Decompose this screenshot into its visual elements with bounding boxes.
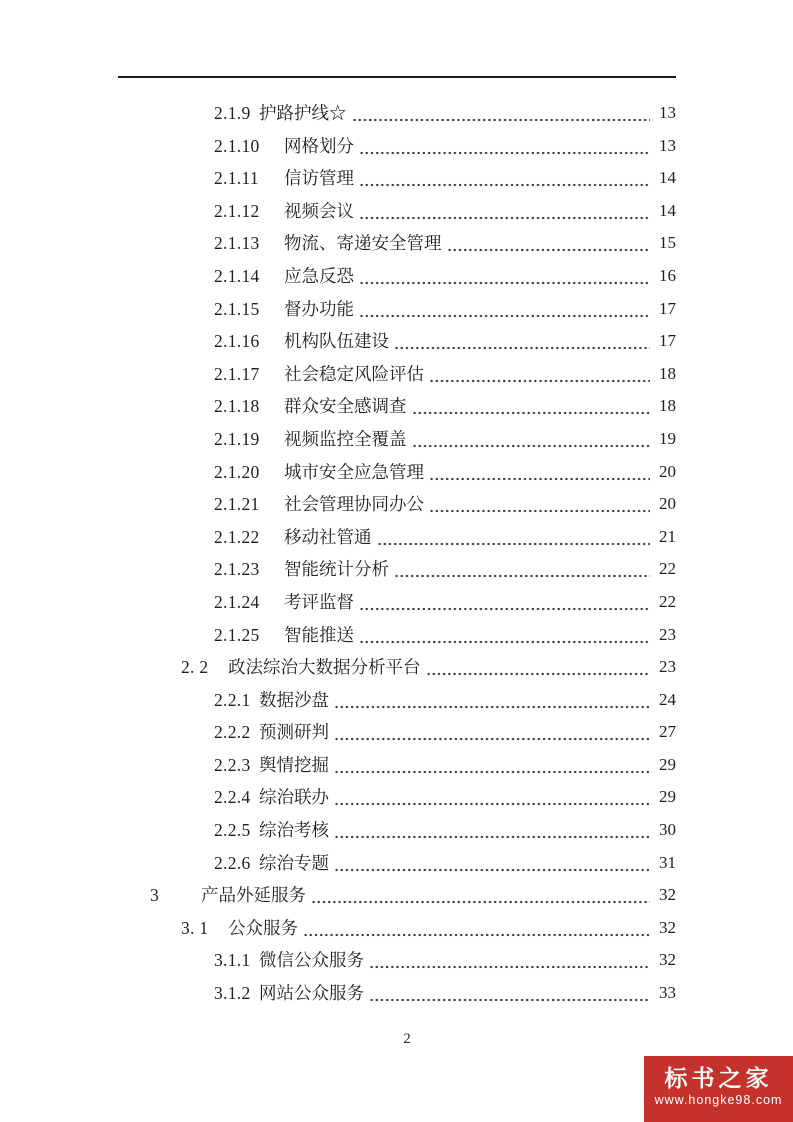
dot-leader [426,651,651,684]
watermark-url: www.hongke98.com [654,1093,783,1107]
toc-entry-number: 2.2.5 [214,820,251,841]
toc-entry[interactable] [118,456,676,489]
toc-entry-number: 3. 1 [181,917,209,938]
toc-entry-title: 机构队伍建设 [284,331,389,352]
toc-entry[interactable] [118,553,676,586]
toc-entry-number: 2.2.4 [214,787,251,808]
toc-entry[interactable] [118,749,676,782]
dot-leader [334,716,650,749]
toc-entry[interactable] [118,195,676,228]
dot-leader [359,293,650,326]
dot-leader [359,260,650,293]
toc-entry-title: 数据沙盘 [259,689,329,710]
toc-entry-title: 网格划分 [284,135,354,156]
toc-entry-page: 32 [659,917,676,937]
toc-entry-page: 16 [659,265,676,285]
toc-entry-title: 智能推送 [284,624,354,645]
toc-entry[interactable] [118,358,676,391]
toc-entry-number: 2.1.16 [214,331,260,352]
table-of-contents [118,97,676,1010]
toc-entry-page: 30 [659,820,676,840]
dot-leader [369,977,650,1010]
toc-entry-title: 城市安全应急管理 [284,461,424,482]
toc-entry-page: 22 [659,559,676,579]
toc-entry-title: 护路护线☆ [259,103,347,123]
dot-leader [394,325,650,358]
toc-entry-title: 综治联办 [259,787,329,808]
toc-entry-title: 物流、寄递安全管理 [284,233,442,254]
toc-entry-page: 14 [659,168,676,188]
toc-entry[interactable] [118,293,676,326]
dot-leader [334,749,650,782]
toc-entry-title: 考评监督 [284,591,354,612]
toc-entry-number: 2. 2 [181,657,209,678]
toc-entry[interactable] [118,977,676,1010]
dot-leader [334,847,650,880]
toc-entry-title: 综治考核 [259,820,329,841]
dot-leader [429,488,650,521]
toc-entry[interactable] [118,879,676,912]
toc-entry-number: 2.2.2 [214,722,251,743]
toc-entry[interactable] [118,162,676,195]
toc-entry[interactable] [118,944,676,977]
toc-entry[interactable] [118,814,676,847]
toc-entry-page: 20 [659,461,676,481]
toc-entry[interactable] [118,390,676,423]
toc-entry-page: 33 [659,983,676,1003]
toc-entry-page: 29 [659,754,676,774]
footer-page-number: 2 [403,1031,411,1047]
dot-leader [447,227,651,260]
dot-leader [429,358,650,391]
toc-entry[interactable] [118,684,676,717]
dot-leader [334,814,650,847]
toc-entry-number: 2.1.12 [214,200,260,221]
toc-entry-number: 2.1.15 [214,298,260,319]
toc-entry-number: 2.1.13 [214,233,260,254]
toc-entry-title: 产品外延服务 [201,885,306,906]
toc-entry-number: 3.1.2 [214,983,251,1004]
dot-leader [359,586,650,619]
toc-entry-title: 视频会议 [284,200,354,221]
dot-leader [377,521,651,554]
dot-leader [359,195,650,228]
dot-leader [352,97,651,130]
dot-leader [394,553,650,586]
toc-entry-page: 13 [659,135,676,155]
toc-entry-title: 视频监控全覆盖 [284,428,407,449]
toc-entry-page: 27 [659,722,676,742]
toc-entry-title: 移动社管通 [284,526,372,547]
toc-entry-page: 22 [659,591,676,611]
toc-entry[interactable] [118,716,676,749]
toc-entry-title: 综治专题 [259,852,329,873]
dot-leader [359,162,650,195]
toc-entry-number: 2.1.10 [214,135,260,156]
toc-entry-number: 2.1.23 [214,559,260,580]
toc-entry-title: 公众服务 [228,917,298,938]
toc-entry-number: 2.1.18 [214,396,260,417]
toc-entry-number: 3 [150,885,160,906]
toc-entry-page: 18 [659,363,676,383]
toc-entry-title: 网站公众服务 [259,983,364,1004]
toc-entry-number: 2.1.21 [214,494,260,515]
toc-entry-page: 18 [659,396,676,416]
toc-entry-number: 2.1.17 [214,363,260,384]
toc-entry-page: 21 [659,526,676,546]
dot-leader [303,912,650,945]
toc-entry-number: 2.1.11 [214,168,259,189]
watermark [644,1056,793,1122]
toc-entry-page: 19 [659,428,676,448]
toc-entry-number: 3.1.1 [214,950,251,971]
toc-entry[interactable] [118,521,676,554]
toc-entry-page: 32 [659,885,676,905]
toc-entry-number: 2.1.19 [214,428,260,449]
dot-leader [311,879,650,912]
toc-entry[interactable] [118,912,676,945]
toc-entry-title: 舆情挖掘 [259,754,329,775]
toc-entry-number: 2.1.24 [214,591,260,612]
toc-entry-number: 2.1.20 [214,461,260,482]
toc-entry-title: 督办功能 [284,298,354,319]
toc-entry-page: 15 [659,233,676,253]
toc-entry[interactable] [118,586,676,619]
toc-entry-page: 23 [659,657,676,677]
toc-entry[interactable] [118,227,676,260]
toc-entry-title: 预测研判 [259,722,329,743]
toc-entry[interactable] [118,847,676,880]
toc-entry[interactable] [118,781,676,814]
toc-entry-page: 17 [659,298,676,318]
toc-entry-page: 13 [659,103,676,122]
toc-entry[interactable] [118,130,676,163]
toc-entry-title: 社会稳定风险评估 [284,363,424,384]
toc-entry[interactable] [118,423,676,456]
toc-entry-title: 微信公众服务 [259,950,364,971]
toc-entry-title: 信访管理 [284,168,354,189]
toc-entry-number: 2.2.3 [214,754,251,775]
toc-entry-title: 智能统计分析 [284,559,389,580]
dot-leader [369,944,650,977]
dot-leader [429,456,650,489]
toc-entry-page: 23 [659,624,676,644]
toc-entry-page: 14 [659,200,676,220]
toc-entry[interactable] [118,325,676,358]
dot-leader [359,619,650,652]
dot-leader [412,390,651,423]
toc-entry-number: 2.2.1 [214,689,251,710]
toc-entry[interactable] [118,97,676,130]
toc-entry-page: 32 [659,950,676,970]
toc-entry[interactable] [118,260,676,293]
toc-entry-page: 29 [659,787,676,807]
toc-entry[interactable] [118,488,676,521]
toc-entry-number: 2.1.22 [214,526,260,547]
toc-entry-title: 群众安全感调查 [284,396,407,417]
toc-entry-number: 2.1.9 [214,103,251,123]
toc-entry-number: 2.1.14 [214,265,260,286]
toc-entry-page: 31 [659,852,676,872]
dot-leader [334,684,650,717]
watermark-title: 标书之家 [664,1065,773,1091]
dot-leader [359,130,650,163]
toc-entry-page: 20 [659,494,676,514]
toc-entry-number: 2.2.6 [214,852,251,873]
toc-entry-number: 2.1.25 [214,624,260,645]
toc-entry-title: 应急反恐 [284,265,354,286]
toc-entry[interactable] [118,619,676,652]
toc-entry-page: 24 [659,689,676,709]
toc-entry-title: 社会管理协同办公 [284,494,424,515]
toc-entry-page: 17 [659,331,676,351]
toc-entry-title: 政法综治大数据分析平台 [228,657,421,678]
header-rule [118,76,676,78]
dot-leader [412,423,651,456]
dot-leader [334,781,650,814]
toc-entry[interactable] [118,651,676,684]
